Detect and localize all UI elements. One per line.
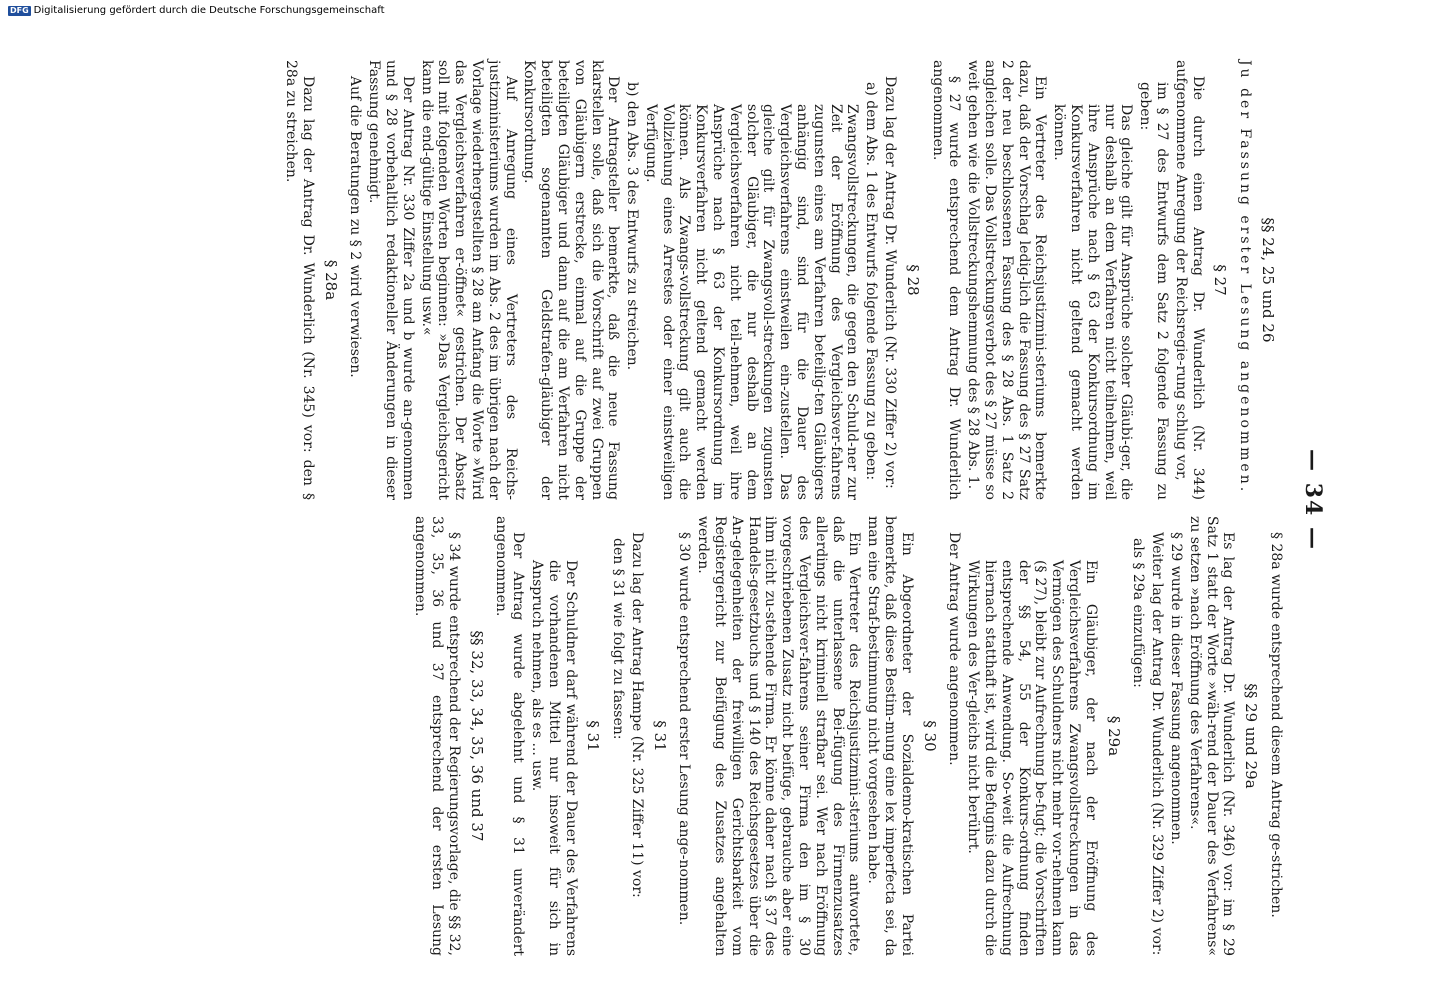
- dfg-logo-icon: DFG: [10, 6, 29, 15]
- paragraph: Dazu lag der Antrag Hampe (Nr. 325 Ziffer 11) vor:: [628, 532, 645, 898]
- quoted-paragraph: Zwangsvollstreckungen, die gegen den Schuld-ner zur Zeit der Eröffnung des Vergleichsver-fahrens zugunsten eines am Verfahren beteilig-ten Gläubigers anhängig sind, sind für die Dauer des Vergleichsverfahrens einstweilen ein-zustellen. Das gleiche gilt für Zwangsvoll-streckungen zugunsten solcher Gläubiger, die nur deshalb an dem Vergleichsverfahren nicht teil-nehmen, weil ihre Ansprüche nach § 63 der Konkursordnung im Konkursverfahren nicht geltend gemacht werden können. Als Zwangs-vollstreckung gilt auch die Vollziehung eines Arrestes oder einer einstweiligen Verfügung.: [642, 104, 861, 500]
- section-heading: §§ 24, 25 und 26: [1259, 217, 1277, 343]
- section-heading: §§ 32, 33, 34, 35, 36 und 37: [467, 630, 486, 842]
- paragraph: Ein Abgeordneter der Sozialdemo-kratischen Partei bemerkte, daß diese Bestim-mung eine lex imperfecta sei, da man eine Straf-bestimmung nicht vorgesehen habe.: [865, 516, 915, 956]
- right-column: [409, 516, 1284, 956]
- paragraph: Dazu lag der Antrag Dr. Wunderlich (Nr. 345) vor: den § 28a zu streichen.: [282, 60, 316, 500]
- paragraph: Auf Anregung eines Vertreters des Reichs-justizministeriums wurden im Abs. 2 des im übrigen nach der Vorlage wiederhergestellten § 28 am Anfang die Worte »Wird das Vergleichsverfahren er-öffnet« gestrichen. Der Absatz soll mit folgenden Worten beginnen: »Das Vergleichsgericht kann die end-gültige Einstellung usw.«: [418, 60, 519, 500]
- quoted-paragraph: Der Schuldner darf während der Dauer des Verfahrens die vorhandenen Mittel nur insoweit für sich in Anspruch nehmen, als es ... usw.: [528, 560, 579, 956]
- paragraph: Dazu lag der Antrag Dr. Wunderlich (Nr. 330 Ziffer 2) vor:: [882, 76, 899, 489]
- quoted-paragraph: Das gleiche gilt für Ansprüche solcher Gläubi-ger, die nur deshalb an dem Verfahren nicht teilnehmen, weil ihre Ansprüche nach § 63 der Konkursordnung im Konkursverfahren nicht geltend gemacht werden können.: [1051, 104, 1135, 500]
- section-heading: § 28: [903, 264, 922, 296]
- paragraph: Auf die Beratungen zu § 2 wird verwiesen.: [347, 76, 364, 378]
- section-heading: §§ 29 und 29a: [1242, 683, 1261, 789]
- paragraph: im § 27 des Entwurfs dem Satz 2 folgende Fassung zu geben:: [1137, 82, 1171, 500]
- paragraph: Ein Vertreter des Reichsjustizmini-steriums antwortete, daß die unterlassene Bei-fügung des Firmenzusatzes allerdings nicht kriminell strafbar sei. Wer nach Eröffnung des Vergleichsver-fahrens seiner Firma den im § 30 vorgeschriebenen Zusatz nicht beifüge, gebrauche aber eine ihm nicht zu-stehende Firma. Er könne daher nach § 37 des Handels-gesetzbuchs und § 140 des Reichsgesetzes über die An-gelegenheiten der freiwilligen Gerichtsbarkeit vom Registergericht zur Beifügung des Zusatzes angehalten werden.: [695, 516, 863, 956]
- paragraph: Weiter lag der Antrag Dr. Wunderlich (Nr. 329 Ziffer 2) vor:: [1149, 532, 1166, 956]
- paragraph: Ju der Fassung erster Lesung angenommen.: [1237, 60, 1254, 495]
- paragraph: b) den Abs. 3 des Entwurfs zu streichen.: [624, 82, 641, 371]
- section-heading: § 31: [650, 720, 669, 752]
- section-heading: § 28a: [321, 259, 340, 301]
- paragraph: Der Antrag Nr. 330 Ziffer 2a und b wurde an-genommen und § 28 vorbehaltlich redaktioneller Änderungen in dieser Fassung genehmigt.: [366, 60, 416, 500]
- paragraph: Ein Vertreter des Reichsjustizmini-steriums bemerkte dazu, daß der Vorschlag ledig-lich die Fassung des § 27 Satz 2 der neu beschlossenen Fassung des § 28 Abs. 1 Satz 2 angleichen solle. Das Vollstreckungsverbot des § 27 müsse so weit gehen wie die Vollstreckungshemmung des § 28 Abs. 1.: [965, 60, 1049, 500]
- section-heading: § 30: [920, 720, 939, 752]
- section-heading: § 27: [1211, 264, 1230, 296]
- paragraph: als § 29a einzufügen:: [1130, 538, 1147, 688]
- paragraph: § 29 wurde in dieser Fassung angenommen.: [1168, 532, 1185, 845]
- paragraph: Es lag der Antrag Dr. Wunderlich (Nr. 346) vor: im § 29 Satz 1 statt der Worte »wäh-rend der Dauer des Verfahrens« zu setzen »nach Eröffnung des Verfahrens«.: [1186, 516, 1237, 956]
- paragraph: § 30 wurde entsprechend erster Lesung ange-nommen.: [676, 532, 693, 926]
- paragraph: § 28a wurde entsprechend diesem Antrag ge-strichen.: [1268, 532, 1284, 918]
- digitization-note-text: Digitalisierung gefördert durch die Deutsche Forschungsgemeinschaft: [33, 5, 385, 16]
- paragraph: den § 31 wie folgt zu fassen:: [610, 538, 627, 740]
- paragraph: § 34 wurde entsprechend der Regierungsvorlage, die §§ 32, 33, 35, 36 und 37 entsprechend der ersten Lesung angenommen.: [412, 516, 462, 956]
- quoted-paragraph: Ein Gläubiger, der nach der Eröffnung des Vergleichsverfahrens Zwangsvollstreckungen in das Vermögen des Schuldners nicht mehr vor-nehmen kann (§ 27), bleibt zur Aufrechnung be-fugt; die Vorschriften der §§ 54, 55 der Konkurs-ordnung finden entsprechende Anwendung. So-weit die Aufrechnung hiernach statthaft ist, wird die Befugnis dazu durch die Wirkungen des Ver-gleichs nicht berührt.: [965, 560, 1099, 956]
- digitization-note: [8, 6, 998, 16]
- paragraph: Die durch einen Antrag Dr. Wunderlich (Nr. 344) aufgenommene Anregung der Reichsregie-rung schlug vor,: [1172, 60, 1206, 500]
- section-heading: § 29a: [1104, 715, 1123, 757]
- section-heading: § 31: [584, 720, 603, 752]
- paragraph: a) dem Abs. 1 des Entwurfs folgende Fassung zu geben:: [863, 82, 880, 481]
- paragraph: § 27 wurde entsprechend dem Antrag Dr. Wunderlich angenommen.: [929, 60, 963, 500]
- paragraph: Der Antragsteller bemerkte, daß die neue Fassung klarstellen solle, daß sich die Vorschrift auf zwei Gruppen von Gläubigern erstrecke, einmal auf die Gruppe der beteiligten Gläubiger und dann auf die am Verfahren nicht beteiligten sogenannten Geldstrafen-gläubiger der Konkursordnung.: [521, 60, 622, 500]
- paragraph: Der Antrag wurde angenommen.: [946, 532, 963, 766]
- page-number: — 34 —: [1300, 449, 1326, 551]
- paragraph: Der Antrag wurde abgelehnt und § 31 unverändert angenommen.: [493, 516, 527, 956]
- left-column: [280, 60, 1284, 500]
